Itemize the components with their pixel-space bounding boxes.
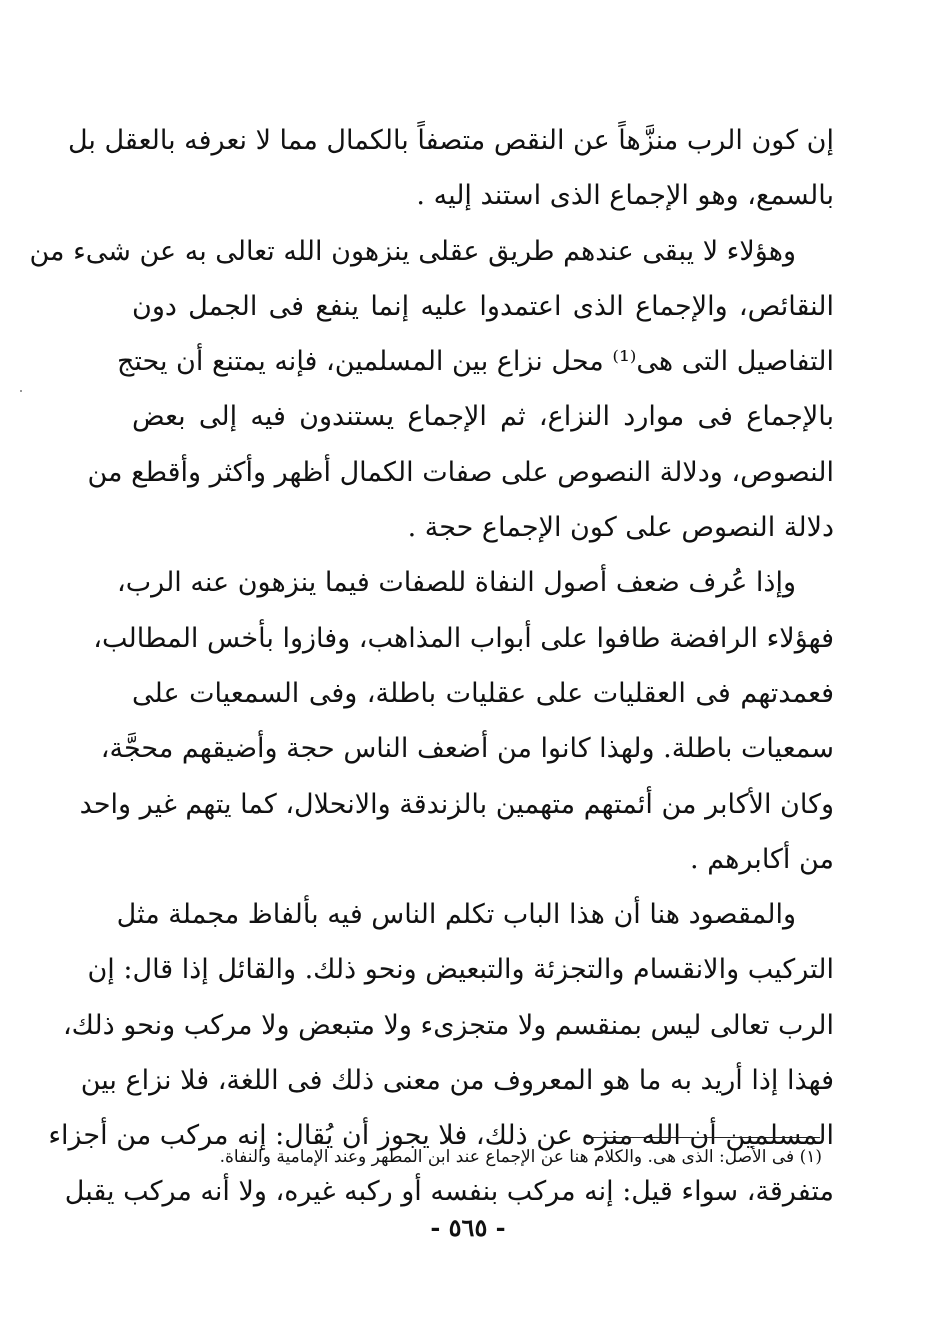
text-line-13: وكان الأكابر من أئمتهم متهمين بالزندقة والانحلال، كما يتهم غير واحد (79, 788, 834, 820)
text-line-6: بالإجماع فى موارد النزاع، ثم الإجماع يستندون فيه إلى بعض (132, 401, 834, 433)
text-line-20: متفرقة، سواء قيل: إنه مركب بنفسه أو ركبه غيره، ولا أنه مركب يقبل (64, 1175, 834, 1207)
text-line-9: وإذا عُرف ضعف أصول النفاة للصفات فيما ينزهون عنه الرب، (117, 567, 796, 599)
text-line-17: الرب تعالى ليس بمنقسم ولا متجزىء ولا متبعض ولا مركب ونحو ذلك، (62, 1009, 834, 1041)
text-line-11: فعمدتهم فى العقليات على عقليات باطلة، وفى السمعيات على (132, 677, 834, 709)
page-number: - ٥٦٥ - (430, 1213, 506, 1242)
text-line-4: النقائص، والإجماع الذى اعتمدوا عليه إنما ينفع فى الجمل دون (132, 290, 834, 322)
text-line-15: والمقصود هنا أن هذا الباب تكلم الناس فيه بألفاظ مجملة مثل (116, 899, 796, 931)
text-line-5: التفاصيل التى هى⁽¹⁾ محل نزاع بين المسلمين، فإنه يمتنع أن يحتج (116, 346, 834, 378)
text-line-7: النصوص، ودلالة النصوص على صفات الكمال أظهر وأكثر وأقطع من (87, 456, 834, 488)
text-line-16: التركيب والانقسام والتجزئة والتبعيض ونحو ذلك. والقائل إذا قال: إن (87, 954, 834, 986)
text-line-8: دلالة النصوص على كون الإجماع حجة . (407, 512, 834, 544)
text-line-3: وهؤلاء لا يبقى عندهم طريق عقلى ينزهون الله تعالى به عن شىء من (29, 235, 796, 267)
text-line-12: سمعيات باطلة. ولهذا كانوا من أضعف الناس حجة وأضيقهم محجَّة، (100, 733, 834, 765)
scan-speck (20, 390, 22, 392)
text-line-18: فهذا إذا أريد به ما هو المعروف من معنى ذلك فى اللغة، فلا نزاع بين (80, 1065, 834, 1097)
footnote-separator (585, 1137, 820, 1138)
text-line-10: فهؤلاء الرافضة طافوا على أبواب المذاهب، وفازوا بأخس المطالب، (93, 622, 834, 654)
text-line-14: من أكابرهم . (690, 843, 834, 875)
text-line-1: إن كون الرب منزَّهاً عن النقص متصفاً بالكمال مما لا نعرفه بالعقل بل (67, 125, 834, 156)
text-line-19: المسلمين أن الله منزه عن ذلك، فلا يجوز أن يُقال: إنه مركب من أجزاء (48, 1120, 834, 1152)
main-text (29, 113, 834, 1219)
text-line-2: بالسمع، وهو الإجماع الذى استند إليه . (416, 180, 834, 212)
footnote: (١) فى الأصل: الذى هى. والكلام هنا عن الإجماع عند ابن المطهر وعند الإمامية والنفاة. (219, 1147, 822, 1167)
